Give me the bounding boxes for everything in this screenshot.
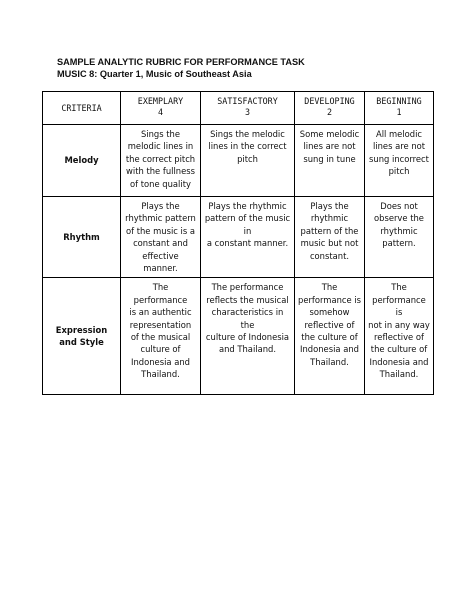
descriptor-cell: The performance is not in any way reflective of the culture of Indonesia and Thailand.: [365, 278, 434, 395]
level-header-exemplary: [121, 92, 201, 125]
descriptor-cell: Some melodic lines are not sung in tune: [295, 125, 365, 197]
descriptor-cell: Plays the rhythmic pattern of the music in a constant manner.: [201, 197, 295, 278]
descriptor-cell: The performance is an authentic representation of the musical culture of Indonesia and Thailand.: [121, 278, 201, 395]
table-row: [43, 278, 434, 395]
descriptor-cell: Does not observe the rhythmic pattern.: [365, 197, 434, 278]
document-subtitle: MUSIC 8: Quarter 1, Music of Southeast Asia: [57, 69, 252, 79]
descriptor-cell: The performance reflects the musical characteristics in the culture of Indonesia and Thailand.: [201, 278, 295, 395]
level-name: SATISFACTORY: [217, 96, 278, 106]
criteria-header: CRITERIA: [43, 92, 121, 125]
document-heading: [57, 56, 305, 80]
level-score: 3: [244, 107, 251, 117]
level-score: 4: [157, 107, 164, 117]
level-score: 2: [326, 107, 333, 117]
analytic-rubric-table: [42, 91, 434, 395]
level-header-satisfactory: [201, 92, 295, 125]
level-name: EXEMPLARY: [137, 96, 184, 106]
table-header-row: [43, 92, 434, 125]
level-header-beginning: [365, 92, 434, 125]
level-score: 1: [396, 107, 402, 117]
descriptor-cell: Sings the melodic lines in the correct pitch: [201, 125, 295, 197]
level-name: BEGINNING: [376, 96, 422, 106]
level-name: DEVELOPING: [304, 96, 355, 106]
criterion-melody: Melody: [43, 125, 121, 197]
criterion-rhythm: Rhythm: [43, 197, 121, 278]
descriptor-cell: Plays the rhythmic pattern of the music is a constant and effective manner.: [121, 197, 201, 278]
descriptor-cell: Sings the melodic lines in the correct pitch with the fullness of tone quality: [121, 125, 201, 197]
descriptor-cell: Plays the rhythmic pattern of the music but not constant.: [295, 197, 365, 278]
level-header-developing: [295, 92, 365, 125]
document-title: SAMPLE ANALYTIC RUBRIC FOR PERFORMANCE TASK: [57, 57, 305, 67]
descriptor-cell: The performance is somehow reflective of the culture of Indonesia and Thailand.: [295, 278, 365, 395]
table-row: [43, 197, 434, 278]
criterion-expression-and-style: Expression and Style: [43, 278, 121, 395]
table-row: [43, 125, 434, 197]
descriptor-cell: All melodic lines are not sung incorrect pitch: [365, 125, 434, 197]
